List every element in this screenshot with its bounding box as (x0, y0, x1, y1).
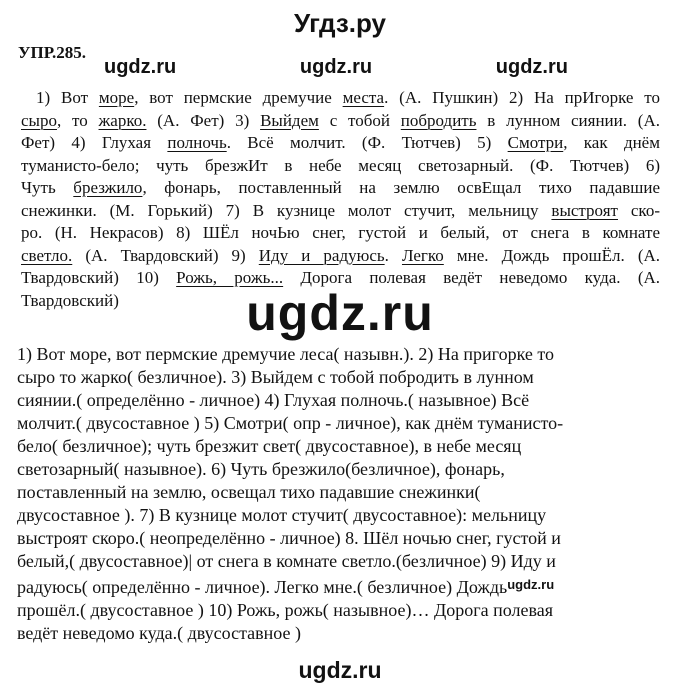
watermark: ugdz.ru (104, 56, 177, 78)
text-segment: снежинки. (М. Горький) 7) В кузнице молот стучит, мельницу (21, 200, 552, 220)
text-segment: (А. Твардовский) 9) (72, 245, 259, 265)
text-segment: поставленный на землю, освещал тихо падавшие снежинки( (17, 482, 481, 502)
text-segment: прошёл.( двусоставное ) 10) Рожь, рожь( назывное)… Дорога полевая (17, 600, 553, 620)
text-segment: бело( безличное); чуть брезжит свет( двусоставное), в небе месяц (17, 436, 522, 456)
underlined-word: полночь (167, 133, 227, 152)
text-segment: выстроят скоро.( неопределённо - личное) 8. Шёл ночью снег, густой и (17, 528, 561, 548)
text-segment: Твардовский) (21, 290, 119, 310)
text-segment: Дорога полевая ведёт неведомо куда. (А. (283, 268, 661, 287)
text-segment: , вот пермские дремучие (134, 88, 343, 107)
exercise-line (21, 110, 660, 133)
exercise-header-row (0, 41, 680, 81)
answer-line (17, 622, 666, 645)
watermark-row (104, 56, 568, 79)
text-segment: молчит.( двусоставное ) 5) Смотри( опр - личное), как днём туманисто- (17, 413, 564, 433)
text-segment: Чуть (21, 178, 74, 197)
exercise-line (21, 132, 660, 155)
underlined-word: сыро (21, 110, 57, 130)
text-segment: мне. Дождь прошЁл. (А. (443, 245, 661, 265)
watermark: ugdz.ru (299, 56, 373, 78)
text-segment: . (384, 245, 402, 265)
answer-line (17, 343, 666, 366)
text-segment: в лунном сиянии. (А. (476, 110, 660, 130)
text-segment: ско- (617, 200, 660, 220)
exercise-line (21, 200, 660, 223)
underlined-word: побродить (400, 110, 477, 130)
answer-line (17, 550, 666, 573)
text-segment: 1) Вот (36, 88, 99, 107)
answer-text (17, 343, 666, 645)
underlined-word: Рожь, рожь... (176, 268, 284, 287)
answer-line (17, 599, 666, 622)
answer-line (17, 435, 666, 458)
underlined-word: Легко (401, 245, 444, 265)
answer-line (17, 504, 666, 527)
bottom-watermark: ugdz.ru (298, 657, 382, 683)
answer-line (17, 366, 666, 389)
text-segment: светозарный( назывное). 6) Чуть брезжило(безличное), фонарь, (17, 459, 505, 479)
inline-watermark: ugdz.ru (507, 577, 555, 592)
text-segment: с тобой (318, 110, 401, 130)
text-segment: Фет) 4) Глухая (21, 133, 168, 152)
exercise-line (21, 155, 660, 178)
underlined-word: светло. (21, 245, 73, 265)
exercise-line (21, 222, 660, 245)
text-segment: , фонарь, поставленный на землю освЕщал тихо падавшие (142, 178, 660, 197)
answer-line (17, 573, 666, 599)
text-segment: Твардовский) 10) (21, 268, 177, 287)
text-segment: , как днём (563, 133, 660, 152)
exercise-line (21, 87, 660, 110)
text-segment: . Всё молчит. (Ф. Тютчев) 5) (226, 133, 508, 152)
text-segment: , то (56, 110, 99, 130)
watermark: ugdz.ru (495, 56, 568, 78)
site-title: Угдз.ру (294, 8, 386, 38)
middle-watermark: ugdz.ru (246, 285, 434, 341)
exercise-text (21, 87, 660, 312)
underlined-word: выстроят (551, 200, 618, 220)
exercise-number-label: УПР.285. (18, 43, 86, 62)
exercise-line (21, 177, 660, 200)
underlined-word: брезжило (73, 178, 143, 197)
text-segment: радуюсь( определённо - личное). Легко мне.( безличное) Дождь (17, 577, 508, 597)
underlined-word: Выйдем (260, 110, 319, 130)
text-segment: белый,( двусоставное)| от снега в комнате светло.(безличное) 9) Иду и (17, 551, 556, 571)
underlined-word: жарко. (98, 110, 147, 130)
text-segment: (А. Фет) 3) (146, 110, 261, 130)
underlined-word: Иду и радуюсь (258, 245, 385, 265)
text-segment: двусоставное ). 7) В кузнице молот стучит( двусоставное): мельницу (17, 505, 547, 525)
text-segment: . (А. Пушкин) 2) На прИгорке то (384, 88, 660, 107)
answer-line (17, 389, 666, 412)
underlined-word: места (342, 88, 385, 107)
text-segment: ведёт неведомо куда.( двусоставное ) (17, 623, 302, 643)
underlined-word: Смотри (507, 133, 564, 152)
text-segment: 1) Вот море, вот пермские дремучие леса( назывн.). 2) На пригорке то (17, 344, 554, 364)
text-segment: туманисто-бело; чуть брезжИт в небе месяц светозарный. (Ф. Тютчев) 6) (21, 155, 660, 175)
text-segment: сыро то жарко( безличное). 3) Выйдем с тобой побродить в лунном (17, 367, 534, 387)
answer-line (17, 412, 666, 435)
exercise-line (21, 245, 660, 268)
answer-line (17, 481, 666, 504)
text-segment: сиянии.( определённо - личное) 4) Глухая полночь.( назывное) Всё (17, 390, 530, 410)
text-segment: ро. (Н. Некрасов) 8) ШЁл ночЬю снег, густой и белый, от снега в комнате (21, 223, 660, 242)
answer-line (17, 458, 666, 481)
underlined-word: море (98, 88, 135, 107)
answer-line (17, 527, 666, 550)
